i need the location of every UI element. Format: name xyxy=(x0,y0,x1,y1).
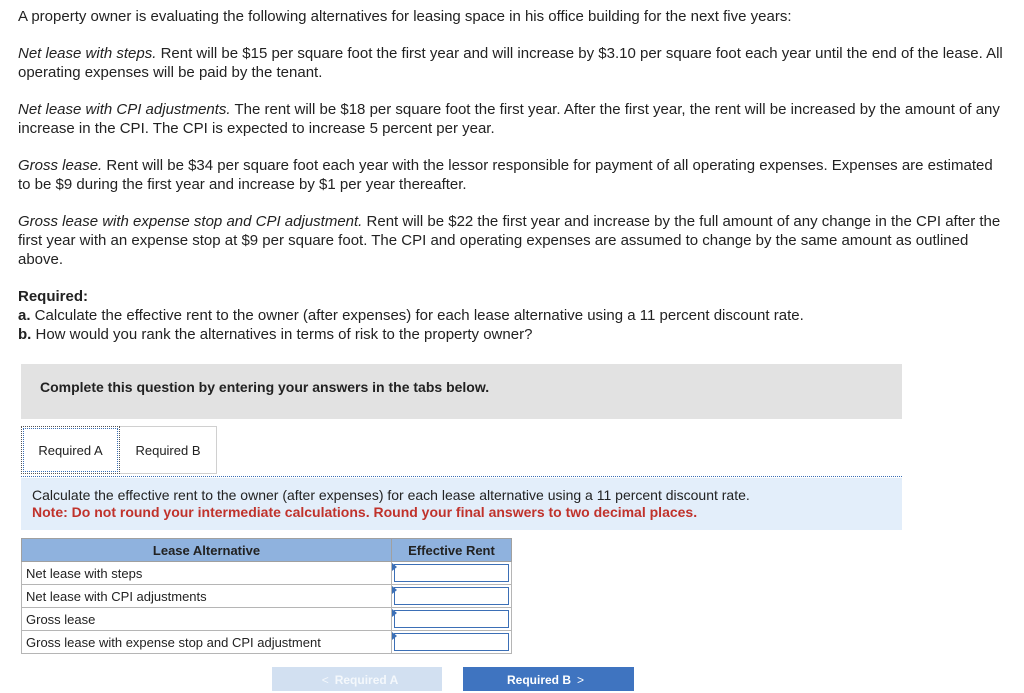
row-label: Net lease with CPI adjustments xyxy=(22,585,392,608)
tab-required-b[interactable]: Required B xyxy=(120,426,217,474)
required-a xyxy=(18,306,1003,325)
alternative-title: Gross lease with expense stop and CPI adjustment. xyxy=(18,213,363,230)
required-heading: Required: xyxy=(18,288,89,305)
tab-divider xyxy=(21,476,902,477)
table-row xyxy=(22,562,512,585)
alternative-gross-lease-stop-cpi xyxy=(18,212,1003,269)
alternative-net-lease-cpi xyxy=(18,100,1003,138)
table-row xyxy=(22,631,512,654)
effective-rent-input-net-lease-cpi[interactable] xyxy=(394,587,509,605)
required-a-text: Calculate the effective rent to the owner (after expenses) for each lease alternative using a 11 percent discount rate. xyxy=(30,307,804,324)
prev-required-a-button[interactable] xyxy=(272,667,442,691)
input-flag-icon xyxy=(392,632,397,640)
alternative-text: Rent will be $15 per square foot the first year and will increase by $3.10 per square foot each year until the end of the lease. All operating expenses will be paid by the tenant. xyxy=(18,45,1003,81)
effective-rent-input-net-lease-steps[interactable] xyxy=(394,564,509,582)
alternative-text: Rent will be $22 the first year and increase by the full amount of any change in the CPI after the first year with an expense stop at $9 per square foot. The CPI and operating expenses are assumed to change by the same amount as outlined above. xyxy=(18,213,1001,268)
column-header-lease-alternative: Lease Alternative xyxy=(22,539,392,562)
instructions-banner: Complete this question by entering your answers in the tabs below. xyxy=(21,364,902,419)
input-flag-icon xyxy=(392,609,397,617)
table-header-row xyxy=(22,539,512,562)
row-label: Net lease with steps xyxy=(22,562,392,585)
alternative-title: Net lease with CPI adjustments. xyxy=(18,101,231,118)
chevron-right-icon: > xyxy=(577,673,585,687)
answer-cell xyxy=(392,585,512,608)
required-b-label: b. xyxy=(18,326,32,343)
required-b xyxy=(18,325,1003,344)
effective-rent-input-gross-lease[interactable] xyxy=(394,610,509,628)
problem-statement xyxy=(18,7,1003,344)
required-a-label: a. xyxy=(18,307,31,324)
next-required-b-button[interactable] xyxy=(463,667,634,691)
intro-text: A property owner is evaluating the following alternatives for leasing space in his office building for the next five years: xyxy=(18,8,792,25)
input-flag-icon xyxy=(392,586,397,594)
column-header-effective-rent: Effective Rent xyxy=(392,539,512,562)
table-row xyxy=(22,608,512,631)
alternative-gross-lease xyxy=(18,156,1003,194)
answer-cell xyxy=(392,562,512,585)
alternative-text: The rent will be $18 per square foot the first year. After the first year, the rent will be increased by the amount of any increase in the CPI. The CPI is expected to increase 5 percent per year. xyxy=(18,101,1000,137)
required-b-text: How would you rank the alternatives in terms of risk to the property owner? xyxy=(31,326,533,343)
alternative-net-lease-steps xyxy=(18,44,1003,82)
alternative-title: Gross lease. xyxy=(18,157,103,174)
row-label: Gross lease with expense stop and CPI adjustment xyxy=(22,631,392,654)
answer-cell xyxy=(392,608,512,631)
tab-instructions xyxy=(21,478,902,530)
input-flag-icon xyxy=(392,563,397,571)
effective-rent-input-gross-lease-stop-cpi[interactable] xyxy=(394,633,509,651)
answer-cell xyxy=(392,631,512,654)
instructions-main: Calculate the effective rent to the owner (after expenses) for each lease alternative using a 11 percent discount rate. xyxy=(32,487,750,503)
prev-button-label: Required A xyxy=(334,673,399,687)
answer-table xyxy=(21,538,512,654)
table-row xyxy=(22,585,512,608)
tab-required-a[interactable]: Required A xyxy=(21,426,120,474)
alternative-text: Rent will be $34 per square foot each year with the lessor responsible for payment of all operating expenses. Expenses are estimated to be $9 during the first year and increase by $1 per year thereafter. xyxy=(18,157,993,193)
next-button-label: Required B xyxy=(506,673,571,687)
chevron-left-icon: < xyxy=(321,673,329,687)
alternative-title: Net lease with steps. xyxy=(18,45,157,62)
row-label: Gross lease xyxy=(22,608,392,631)
instructions-note: Note: Do not round your intermediate calculations. Round your final answers to two decimal places. xyxy=(32,504,698,520)
